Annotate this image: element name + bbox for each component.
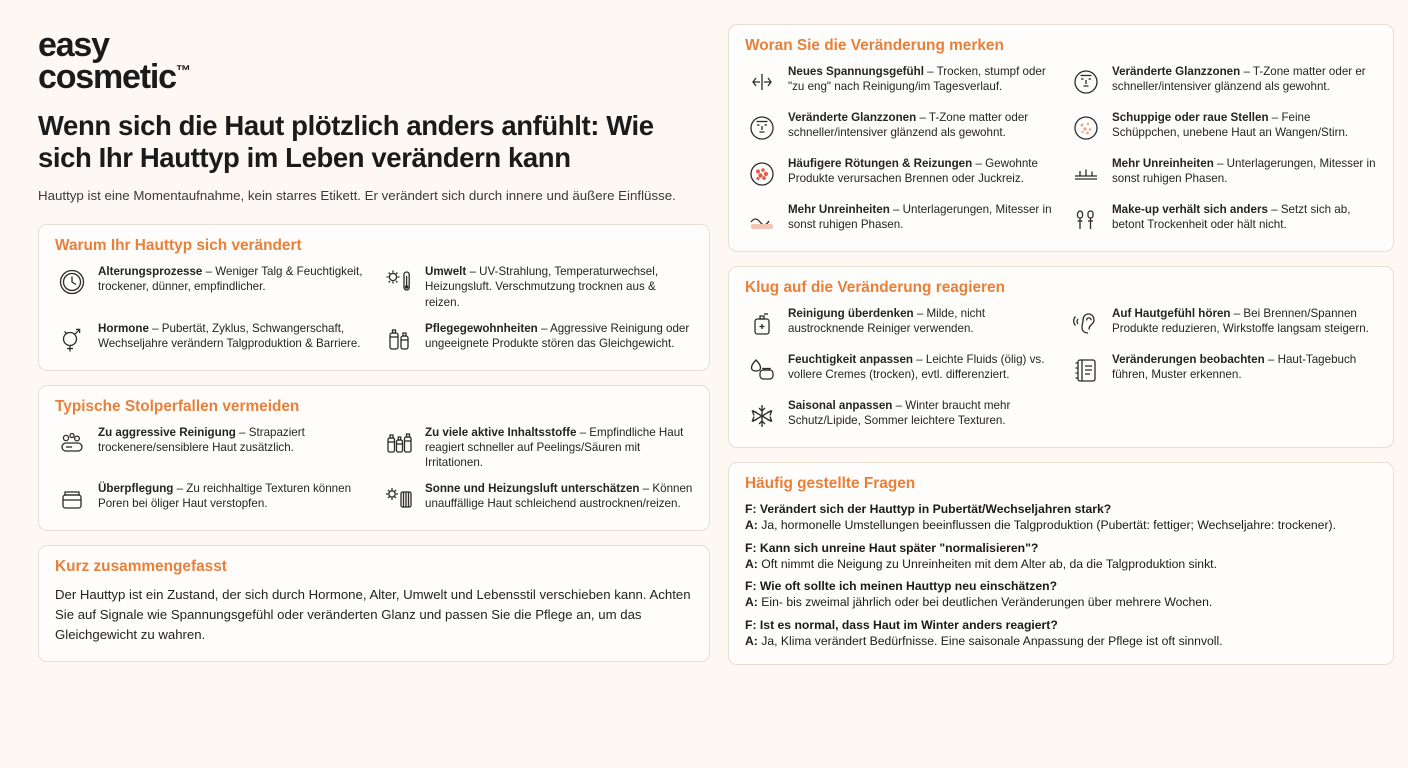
faq-entry: [745, 579, 1377, 611]
list-item: [1069, 202, 1377, 237]
list-item: [382, 425, 693, 471]
brand-logo: [38, 26, 191, 96]
card-why-skintype-changes: [38, 224, 710, 371]
list-item-text: [788, 64, 1053, 94]
makeup-brush-icon: [1069, 203, 1103, 237]
faq-q-prefix: F:: [745, 502, 757, 516]
list-item-text: [1112, 156, 1377, 186]
faq-a-text: Ein- bis zweimal jährlich oder bei deutlichen Veränderungen über mehrere Wochen.: [757, 595, 1213, 610]
term: Mehr Unreinheiten: [1112, 157, 1214, 170]
desc: – Aggressive Reinigung oder ungeeignete Produkte stören das Gleichgewicht.: [425, 321, 690, 350]
right-column: [728, 24, 1394, 750]
list-item-text: [1112, 64, 1377, 94]
moisture-drop-icon: [745, 353, 779, 387]
soap-foam-icon: [55, 426, 89, 460]
items-grid: [55, 264, 693, 356]
card-how-to-notice-change: [728, 24, 1394, 252]
list-item-text: [788, 306, 1053, 336]
list-item: [745, 306, 1053, 341]
list-item-text: [425, 264, 693, 310]
term: Schuppige oder raue Stellen: [1112, 111, 1269, 124]
intro-paragraph: Hauttyp ist eine Momentaufnahme, kein starres Etikett. Er verändert sich durch innere und äußere Einflüsse.: [38, 188, 676, 204]
desc: – Winter braucht mehr Schutz/Lipide, Sommer leichtere Texturen.: [788, 399, 1011, 428]
faq-question: [745, 502, 1377, 518]
sun-thermometer-icon: [382, 265, 416, 299]
list-item: [745, 352, 1053, 387]
desc: – Milde, nicht austrocknende Reiniger verwenden.: [788, 307, 986, 336]
desc: – Zu reichhaltige Texturen können Poren bei öliger Haut verstopfen.: [98, 482, 352, 511]
summary-text: Der Hauttyp ist ein Zustand, der sich durch Hormone, Alter, Umwelt und Lebensstil verschieben kann. Achten Sie auf Signale wie Spannungsgefühl oder veränderten Glanz und passen Sie die Pflege an, um das Gleichgewicht zu wahren.: [55, 587, 691, 642]
desc: – Können unauffällige Haut schleichend austrocknen/reizen.: [425, 482, 693, 511]
term: Veränderte Glanzzonen: [788, 111, 917, 124]
faq-q-prefix: F:: [745, 618, 757, 633]
term: Veränderte Glanzzonen: [1112, 65, 1241, 78]
list-item: [1069, 306, 1377, 341]
term: Reinigung überdenken: [788, 307, 914, 320]
term: Neues Spannungsgefühl: [788, 65, 924, 78]
term: Zu aggressive Reinigung: [98, 425, 236, 439]
card-title: Häufig gestellte Fragen: [745, 475, 916, 492]
card-smart-reactions: [728, 266, 1394, 448]
faq-a-prefix: A:: [745, 634, 758, 649]
term: Umwelt: [425, 265, 467, 279]
list-item-text: [788, 202, 1053, 232]
list-item-text: [425, 481, 693, 511]
term: Feuchtigkeit anpassen: [788, 353, 913, 366]
list-item: [382, 321, 693, 356]
pores-icon: [745, 203, 779, 237]
list-item-text: [425, 425, 693, 471]
desc: – Gewohnte Produkte verursachen Brennen oder Juckreiz.: [788, 157, 1038, 186]
faq-a-prefix: A:: [745, 556, 758, 571]
list-item-text: [1112, 110, 1377, 140]
desc: – Unterlagerungen, Mitesser in sonst ruhigen Phasen.: [1112, 157, 1376, 186]
faq-q-text: Kann sich unreine Haut später "normalisieren"?: [756, 540, 1039, 555]
card-title: Typische Stolperfallen vermeiden: [55, 397, 300, 415]
gender-hormones-icon: [55, 322, 89, 356]
list-item: [745, 202, 1053, 237]
term: Hormone: [98, 321, 149, 335]
list-item-text: [425, 321, 693, 351]
faq-question: [745, 541, 1377, 557]
faq-a-prefix: A:: [745, 595, 758, 610]
bottle-products-icon: [382, 322, 416, 356]
page-title: Wenn sich die Haut plötzlich anders anfühlt: Wie sich Ihr Hauttyp im Leben verändern kann: [38, 109, 654, 174]
faq-q-prefix: F:: [745, 540, 757, 555]
list-item: [745, 110, 1053, 145]
list-item: [1069, 156, 1377, 191]
list-item: [55, 264, 366, 310]
ear-listen-icon: [1069, 307, 1103, 341]
cleanser-pump-icon: [745, 307, 779, 341]
desc: – T-Zone matter oder schneller/intensiver glänzend als gewohnt.: [788, 111, 1029, 140]
list-item: [1069, 352, 1377, 387]
cream-jar-icon: [55, 482, 89, 516]
face-tzone-icon: [745, 111, 779, 145]
list-item: [55, 425, 366, 471]
list-item: [55, 481, 366, 516]
faq-entry: [745, 618, 1377, 650]
term: Sonne und Heizungsluft unterschätzen: [425, 482, 640, 496]
list-item: [745, 64, 1053, 99]
faq-q-prefix: F:: [745, 579, 757, 594]
faq-a-prefix: A:: [745, 517, 758, 532]
card-title: Woran Sie die Veränderung merken: [745, 37, 1004, 54]
faq-answer: [745, 518, 1377, 534]
card-title: Klug auf die Veränderung reagieren: [745, 279, 1005, 296]
blemish-skin-icon: [1069, 157, 1103, 191]
brand-line-1: easy: [38, 26, 109, 64]
list-item: [55, 321, 366, 356]
faq-a-text: Ja, hormonelle Umstellungen beeinflussen die Talgproduktion (Pubertät: fettiger; Wechseljahre: trockener).: [757, 517, 1336, 532]
list-item-text: [98, 481, 366, 511]
face-tzone-icon: [1069, 65, 1103, 99]
desc: – Leichte Fluids (ölig) vs. vollere Cremes (trocken), evtl. differenziert.: [788, 353, 1045, 382]
faq-a-text: Oft nimmt die Neigung zu Unreinheiten mit dem Alter ab, da die Talgproduktion sinkt.: [757, 556, 1217, 571]
term: Pflegegewohnheiten: [425, 321, 538, 335]
card-title: Kurz zusammengefasst: [55, 558, 227, 576]
desc: – Bei Brennen/Spannen Produkte reduzieren, Wirkstoffe langsam steigern.: [1112, 307, 1369, 336]
desc: – Setzt sich ab, betont Trockenheit oder hält nicht.: [1112, 203, 1351, 232]
desc: – Haut-Tagebuch führen, Muster erkennen.: [1112, 353, 1357, 382]
list-item: [382, 264, 693, 310]
list-item: [745, 398, 1053, 433]
tight-skin-icon: [745, 65, 779, 99]
sun-radiator-icon: [382, 482, 416, 516]
clock-icon: [55, 265, 89, 299]
term: Auf Hautgefühl hören: [1112, 307, 1231, 320]
term: Häufigere Rötungen & Reizungen: [788, 157, 973, 170]
term: Make-up verhält sich anders: [1112, 203, 1268, 216]
term: Mehr Unreinheiten: [788, 203, 890, 216]
card-faq: [728, 462, 1394, 665]
card-title: Warum Ihr Hauttyp sich verändert: [55, 237, 302, 255]
desc: – Trocken, stumpf oder "zu eng" nach Reinigung/im Tagesverlauf.: [788, 65, 1046, 94]
items-grid: [745, 306, 1377, 433]
list-item-text: [1112, 352, 1377, 382]
faq-q-text: Verändert sich der Hauttyp in Pubertät/Wechseljahren stark?: [756, 502, 1112, 516]
notebook-icon: [1069, 353, 1103, 387]
card-summary: [38, 545, 710, 661]
list-item-text: [98, 264, 366, 294]
items-grid: [745, 64, 1377, 237]
list-item: [1069, 64, 1377, 99]
flaky-skin-icon: [1069, 111, 1103, 145]
faq-q-text: Wie oft sollte ich meinen Hauttyp neu einschätzen?: [756, 579, 1058, 594]
term: Alterungsprozesse: [98, 265, 203, 279]
snowflake-icon: [745, 399, 779, 433]
term: Zu viele aktive Inhaltsstoffe: [425, 425, 577, 439]
desc: – Pubertät, Zyklus, Schwangerschaft, Wechseljahre verändern Talgproduktion & Barriere.: [98, 321, 361, 350]
desc: – Unterlagerungen, Mitesser in sonst ruhigen Phasen.: [788, 203, 1052, 232]
term: Veränderungen beobachten: [1112, 353, 1265, 366]
faq-entry: [745, 541, 1377, 573]
desc: – Empfindliche Haut reagiert schneller auf Peelings/Säuren mit Irritationen.: [425, 425, 684, 470]
desc: – T-Zone matter oder er schneller/intensiver glänzend als gewohnt.: [1112, 65, 1366, 94]
list-item-text: [788, 156, 1053, 186]
card-common-pitfalls: [38, 385, 710, 532]
redness-icon: [745, 157, 779, 191]
desc: – UV-Strahlung, Temperaturwechsel, Heizungsluft. Verschmutzung trocknen aus & reizen.: [425, 265, 659, 309]
list-item-text: [788, 398, 1053, 428]
list-item-text: [788, 110, 1053, 140]
faq-q-text: Ist es normal, dass Haut im Winter anders reagiert?: [756, 618, 1058, 633]
list-item: [382, 481, 693, 516]
serum-bottles-icon: [382, 426, 416, 460]
list-item: [745, 156, 1053, 191]
list-item-text: [1112, 202, 1377, 232]
desc: – Strapaziert trockenere/sensiblere Haut zusätzlich.: [98, 425, 305, 454]
faq-a-text: Ja, Klima verändert Bedürfnisse. Eine saisonale Anpassung der Pflege ist oft sinnvoll.: [757, 634, 1223, 649]
faq-entry: [745, 502, 1377, 534]
faq-question: [745, 579, 1377, 595]
trademark-symbol: ™: [175, 62, 191, 80]
term: Saisonal anpassen: [788, 399, 893, 412]
list-item-text: [98, 425, 366, 455]
faq-answer: [745, 595, 1377, 611]
list-item: [1069, 110, 1377, 145]
desc: – Weniger Talg & Feuchtigkeit, trockener, dünner, empfindlicher.: [98, 265, 363, 294]
faq-answer: [745, 557, 1377, 573]
desc: – Feine Schüppchen, unebene Haut an Wangen/Stirn.: [1112, 111, 1349, 140]
left-column: [38, 24, 710, 750]
items-grid: [55, 425, 693, 517]
list-item-text: [788, 352, 1053, 382]
list-item-text: [1112, 306, 1377, 336]
brand-line-2: cosmetic: [38, 57, 176, 96]
list-item-text: [98, 321, 366, 351]
faq-question: [745, 618, 1377, 634]
faq-answer: [745, 634, 1377, 650]
term: Überpflegung: [98, 482, 174, 496]
